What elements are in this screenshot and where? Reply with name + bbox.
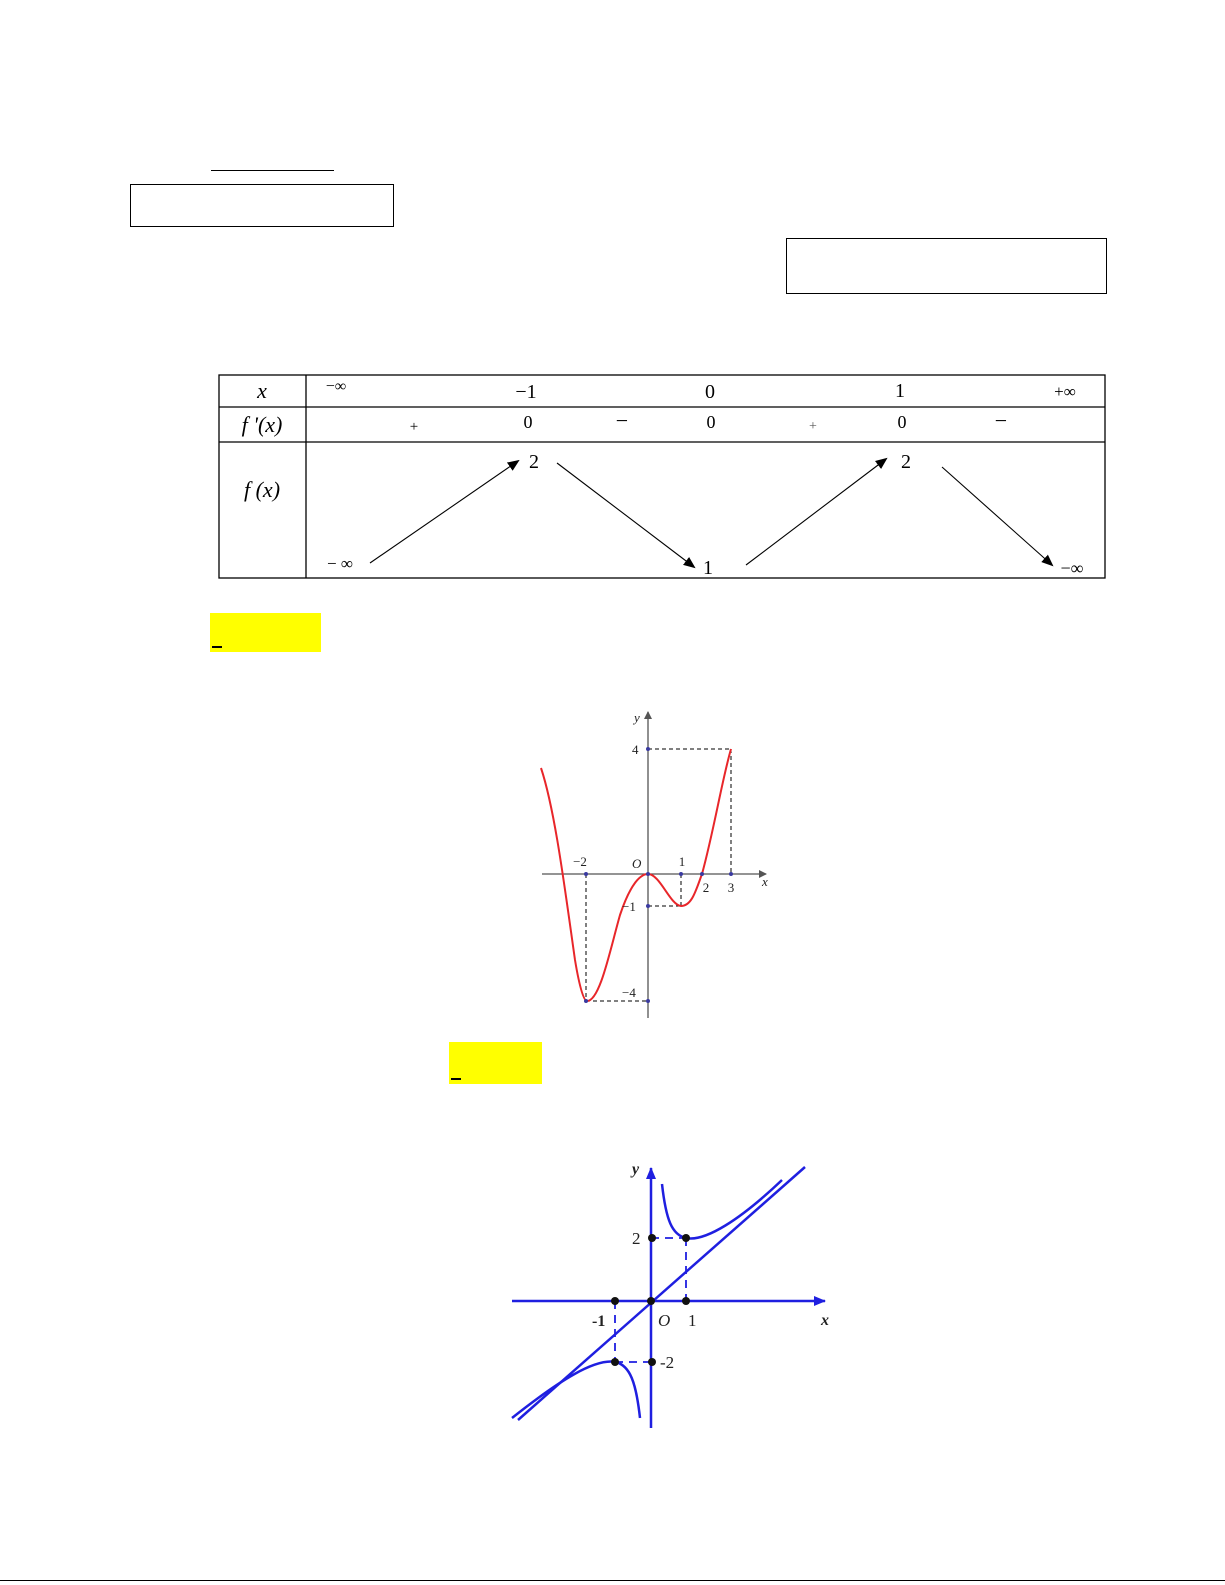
fprime-sign: + <box>409 419 419 435</box>
point <box>646 872 650 876</box>
point <box>729 872 733 876</box>
point <box>648 1358 656 1366</box>
x-value: +∞ <box>1054 382 1076 401</box>
point <box>584 872 588 876</box>
x-axis-label: x <box>762 874 768 889</box>
f-max1: 2 <box>529 451 539 473</box>
point <box>682 1234 690 1242</box>
x-tick-label: 2 <box>702 880 710 895</box>
graph1 <box>500 700 800 1030</box>
f-max2: 2 <box>901 451 911 473</box>
fprime-zero: 0 <box>706 412 716 432</box>
point <box>700 872 704 876</box>
fprime-sign: − <box>994 408 1008 433</box>
y-tick-label: 4 <box>632 742 639 757</box>
x-tick-label: 1 <box>678 854 686 869</box>
point <box>611 1297 619 1305</box>
f-start: − ∞ <box>327 554 353 573</box>
highlight-mark-1 <box>210 613 321 652</box>
y-axis-label: y <box>634 710 640 725</box>
x-value: −∞ <box>325 378 347 395</box>
x-tick-label: 1 <box>688 1311 697 1330</box>
point <box>682 1297 690 1305</box>
point <box>679 872 683 876</box>
row-label-x: x <box>257 378 267 403</box>
fprime-sign: + <box>809 419 817 434</box>
variation-table <box>0 0 1225 600</box>
f-end: −∞ <box>1060 558 1084 578</box>
curve-branch-right <box>662 1180 782 1238</box>
x-value: 1 <box>895 380 905 402</box>
fprime-sign: − <box>615 408 629 433</box>
x-tick-label: 3 <box>727 880 735 895</box>
highlight-mark-2 <box>449 1042 542 1084</box>
y-tick-label: -2 <box>660 1353 675 1372</box>
x-tick-label: −2 <box>573 854 587 869</box>
fprime-zero: 0 <box>523 412 533 432</box>
x-value: 0 <box>705 381 715 403</box>
point <box>584 999 588 1003</box>
y-axis-label: y <box>632 1161 640 1178</box>
page-bottom-rule <box>0 1580 1225 1581</box>
point <box>646 999 650 1003</box>
y-tick-label: −4 <box>622 985 636 1000</box>
arrow-down-2 <box>942 467 1052 565</box>
origin-label: O <box>658 1311 671 1330</box>
graph2 <box>500 1150 840 1440</box>
origin-label: O <box>632 856 642 871</box>
point <box>648 1234 656 1242</box>
row-label-f: f (x) <box>243 477 281 502</box>
y-tick-label: 2 <box>632 1229 641 1248</box>
x-axis-label: x <box>821 1312 829 1329</box>
point <box>646 904 650 908</box>
point <box>611 1358 619 1366</box>
f-min: 1 <box>703 557 713 579</box>
point <box>646 747 650 751</box>
arrow-up-2 <box>746 459 886 565</box>
fprime-zero: 0 <box>897 412 907 432</box>
arrow-up-1 <box>370 461 518 563</box>
x-value: −1 <box>515 381 537 403</box>
point <box>647 1297 655 1305</box>
y-tick-label: −1 <box>622 899 636 914</box>
row-label-fprime: f '(x) <box>241 412 283 437</box>
arrow-down-1 <box>557 463 694 567</box>
x-tick-label: -1 <box>592 1313 606 1330</box>
